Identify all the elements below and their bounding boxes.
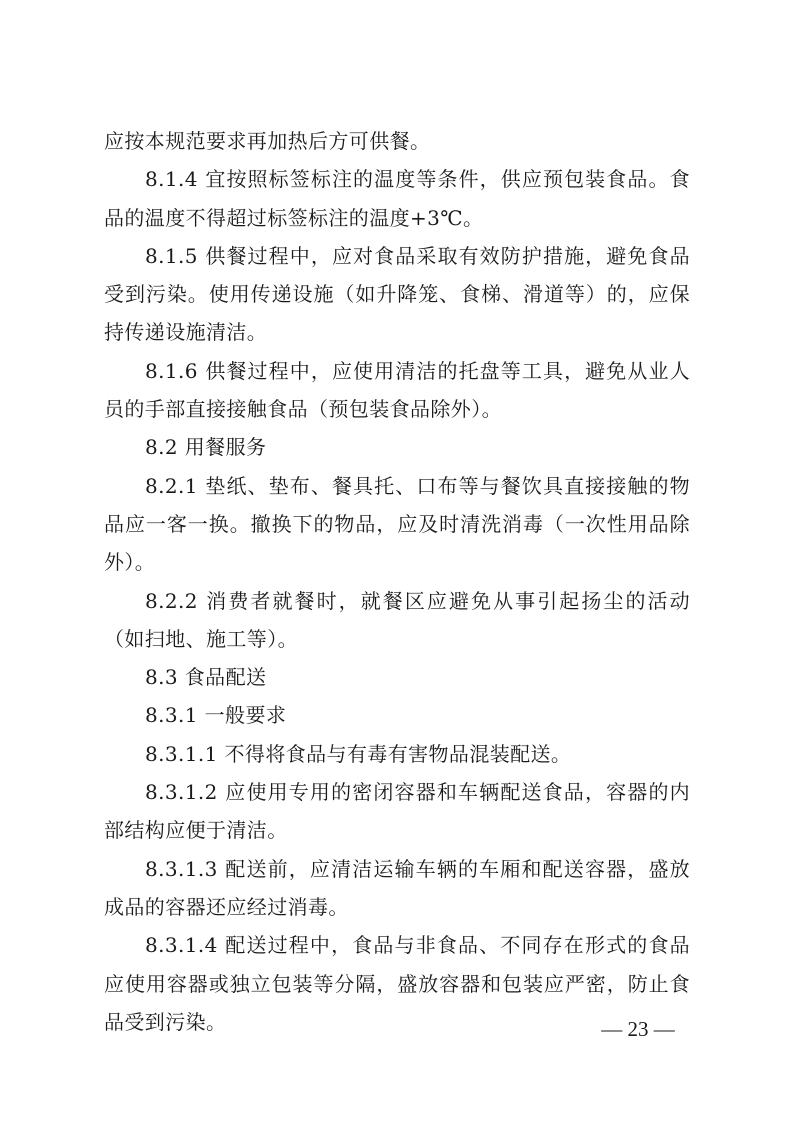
subsection-heading-8-3-1: 8.3.1 一般要求 — [145, 703, 287, 728]
paragraph-8-2-2: 8.2.2 消费者就餐时，就餐区应避免从事引起扬尘的活动（如扫地、施工等）。 — [104, 588, 690, 651]
section-heading-8-3: 8.3 食品配送 — [145, 665, 267, 690]
paragraph-8-2-1: 8.2.1 垫纸、垫布、餐具托、口布等与餐饮具直接接触的物品应一客一换。撤换下的物品，应及时清洗消毒（一次性用品除外）。 — [104, 473, 690, 575]
paragraph-8-3-1-4: 8.3.1.4 配送过程中，食品与非食品、不同存在形式的食品应使用容器或独立包装等分隔，盛放容器和包装应严密，防止食品受到污染。 — [104, 933, 690, 1034]
paragraph-8-1-6: 8.1.6 供餐过程中，应使用清洁的托盘等工具，避免从业人员的手部直接接触食品（预包装食品除外）。 — [104, 358, 690, 422]
body-text — [104, 122, 690, 1041]
paragraph-8-3-1-3: 8.3.1.3 配送前，应清洁运输车辆的车厢和配送容器，盛放成品的容器还应经过消毒。 — [104, 856, 690, 919]
paragraph-continuation: 应按本规范要求再加热后方可供餐。 — [104, 129, 431, 153]
paragraph-8-1-5: 8.1.5 供餐过程中，应对食品采取有效防护措施，避免食品受到污染。使用传递设施（如升降笼、食梯、滑道等）的，应保持传递设施清洁。 — [104, 243, 690, 345]
paragraph-8-3-1-1: 8.3.1.1 不得将食品与有毒有害物品混装配送。 — [145, 741, 572, 766]
paragraph-8-1-4: 8.1.4 宜按照标签标注的温度等条件，供应预包装食品。食品的温度不得超过标签标注的温度+3℃。 — [104, 167, 690, 230]
section-heading-8-2: 8.2 用餐服务 — [145, 435, 267, 460]
paragraph-8-3-1-2: 8.3.1.2 应使用专用的密闭容器和车辆配送食品，容器的内部结构应便于清洁。 — [104, 780, 690, 843]
page-number: — 23 — — [601, 1017, 675, 1041]
